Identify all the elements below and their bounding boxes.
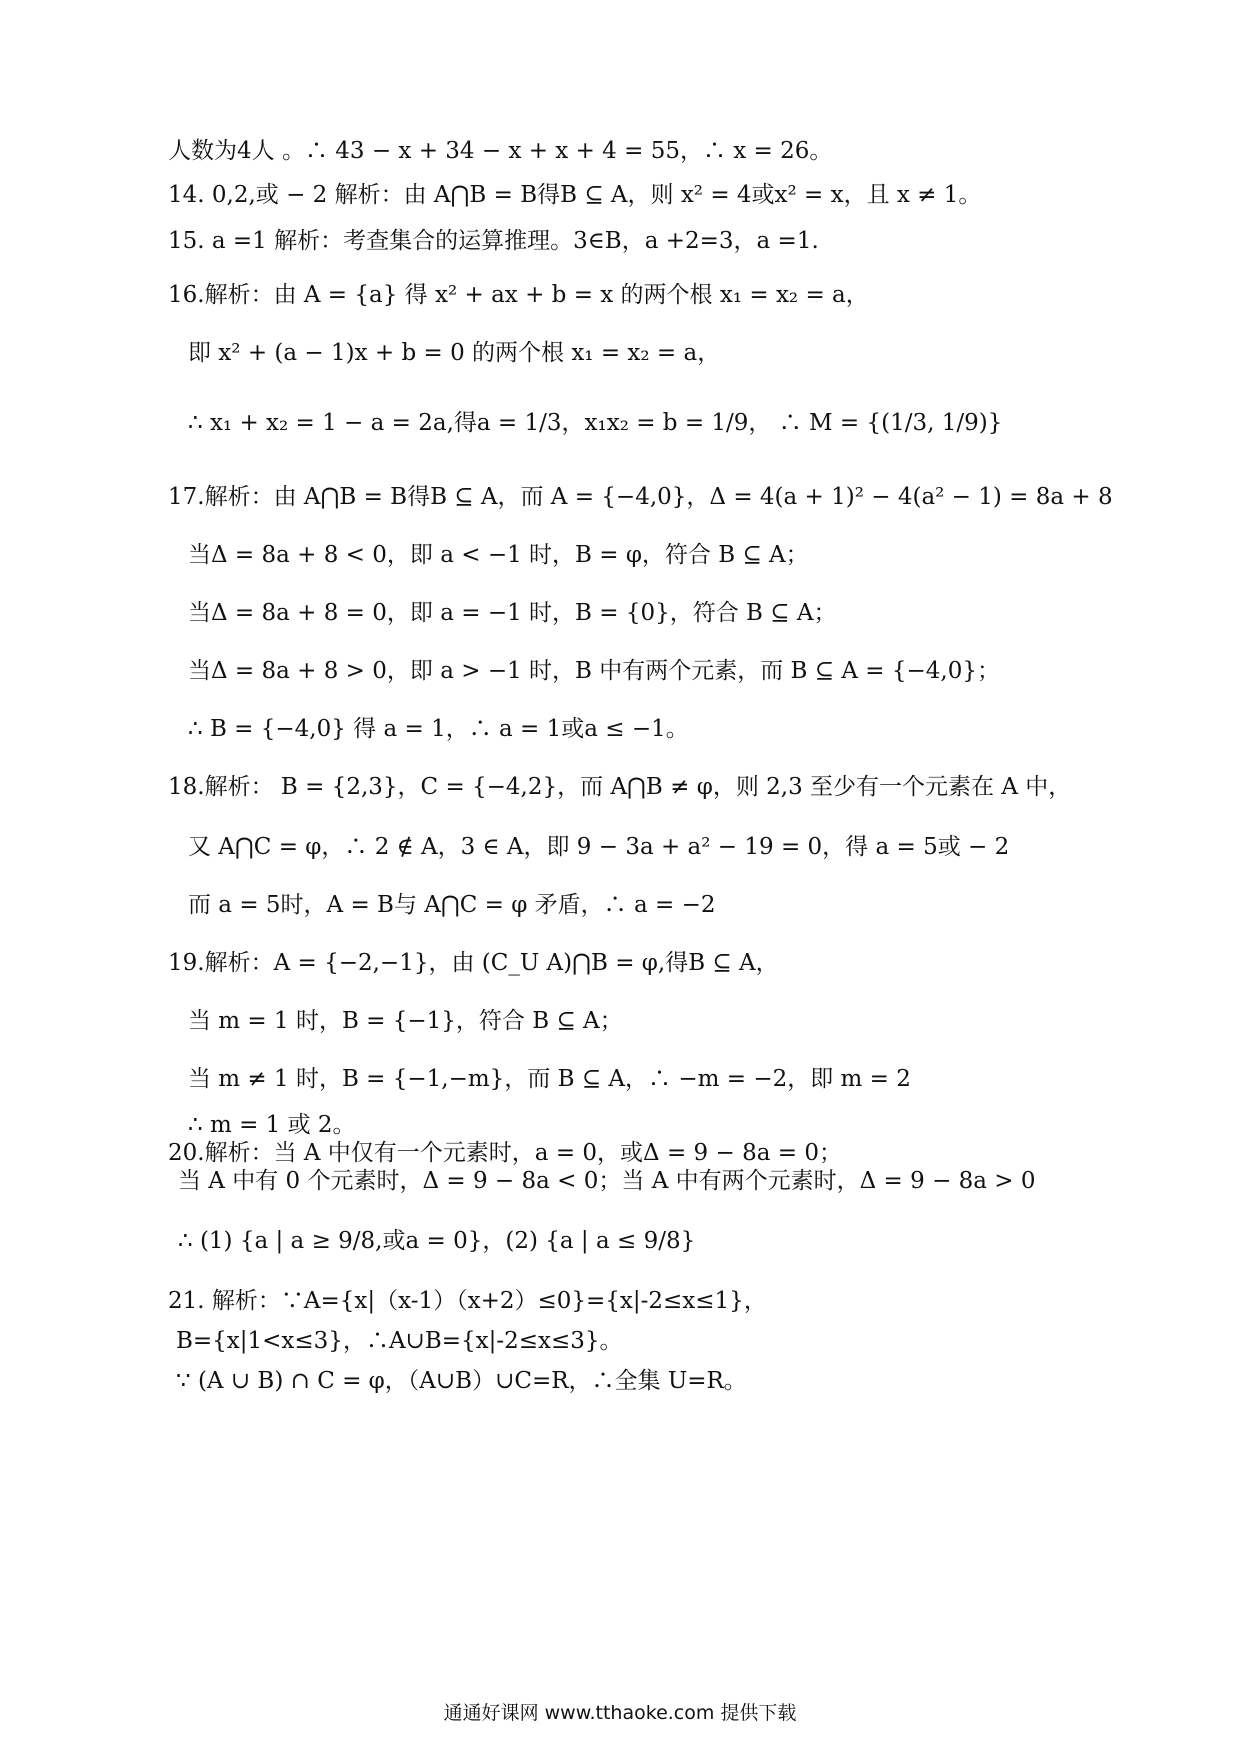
text-line-19: 20.解析：当 A 中仅有一个元素时，a = 0，或Δ = 9 − 8a = 0； [168, 1140, 842, 1166]
text-line-23: B={x|1<x≤3}，∴A∪B={x|-2≤x≤3}。 [176, 1328, 623, 1354]
text-line-20: 当 A 中有 0 个元素时，Δ = 9 − 8a < 0；当 A 中有两个元素时，Δ = 9 − 8a > 0 [178, 1168, 1036, 1194]
text-line-12: 18.解析： B = {2,3}，C = {−4,2}，而 A⋂B ≠ φ，则 2,3 至少有一个元素在 A 中， [168, 774, 1072, 800]
text-line-3: 15. a =1 解析：考查集合的运算推理。3∈B，a +2=3，a =1. [168, 228, 819, 254]
text-line-14: 而 a = 5时，A = B与 A⋂C = φ 矛盾，∴ a = −2 [188, 892, 716, 918]
text-line-8: 当Δ = 8a + 8 < 0，即 a < −1 时，B = φ，符合 B ⊆ A； [188, 542, 809, 568]
text-line-16: 当 m = 1 时，B = {−1}，符合 B ⊆ A； [188, 1008, 623, 1034]
text-line-10: 当Δ = 8a + 8 > 0，即 a > −1 时，B 中有两个元素，而 B ⊆ A = {−4,0}； [188, 658, 1000, 684]
text-line-22: 21. 解析：∵A={x|（x-1）（x+2）≤0}={x|-2≤x≤1}， [168, 1288, 767, 1314]
text-line-15: 19.解析：A = {−2,−1}，由 (C_U A)⋂B = φ,得B ⊆ A， [168, 950, 779, 976]
text-line-11: ∴ B = {−4,0} 得 a = 1，∴ a = 1或a ≤ −1。 [188, 716, 689, 742]
text-line-1: 人数为4人 。∴ 43 − x + 34 − x + x + 4 = 55，∴ x = 26。 [168, 138, 833, 164]
text-line-6: ∴ x₁ + x₂ = 1 − a = 2a,得a = 1/3，x₁x₂ = b = 1/9， ∴ M = {(1/3, 1/9)} [188, 410, 1003, 436]
text-line-2: 14. 0,2,或 − 2 解析：由 A⋂B = B得B ⊆ A，则 x² = 4或x² = x，且 x ≠ 1。 [168, 182, 982, 208]
text-line-17: 当 m ≠ 1 时，B = {−1,−m}，而 B ⊆ A，∴ −m = −2，即 m = 2 [188, 1066, 911, 1092]
text-line-5: 即 x² + (a − 1)x + b = 0 的两个根 x₁ = x₂ = a， [188, 340, 721, 366]
page-footer: 通通好课网 www.tthaoke.com 提供下载 [443, 1702, 797, 1724]
text-line-13: 又 A⋂C = φ，∴ 2 ∉ A，3 ∈ A，即 9 − 3a + a² − 19 = 0，得 a = 5或 − 2 [188, 834, 1010, 860]
text-line-18: ∴ m = 1 或 2。 [188, 1112, 356, 1138]
text-line-4: 16.解析：由 A = {a} 得 x² + ax + b = x 的两个根 x₁ = x₂ = a， [168, 282, 869, 308]
text-line-21: ∴ (1) {a | a ≥ 9/8,或a = 0}，(2) {a | a ≤ 9/8} [178, 1228, 696, 1254]
text-line-24: ∵ (A ∪ B) ∩ C = φ，（A∪B）∪C=R，∴全集 U=R。 [176, 1368, 747, 1394]
text-line-7: 17.解析：由 A⋂B = B得B ⊆ A，而 A = {−4,0}，Δ = 4(a + 1)² − 4(a² − 1) = 8a + 8 [168, 484, 1113, 510]
text-line-9: 当Δ = 8a + 8 = 0，即 a = −1 时，B = {0}，符合 B ⊆ A； [188, 600, 837, 626]
